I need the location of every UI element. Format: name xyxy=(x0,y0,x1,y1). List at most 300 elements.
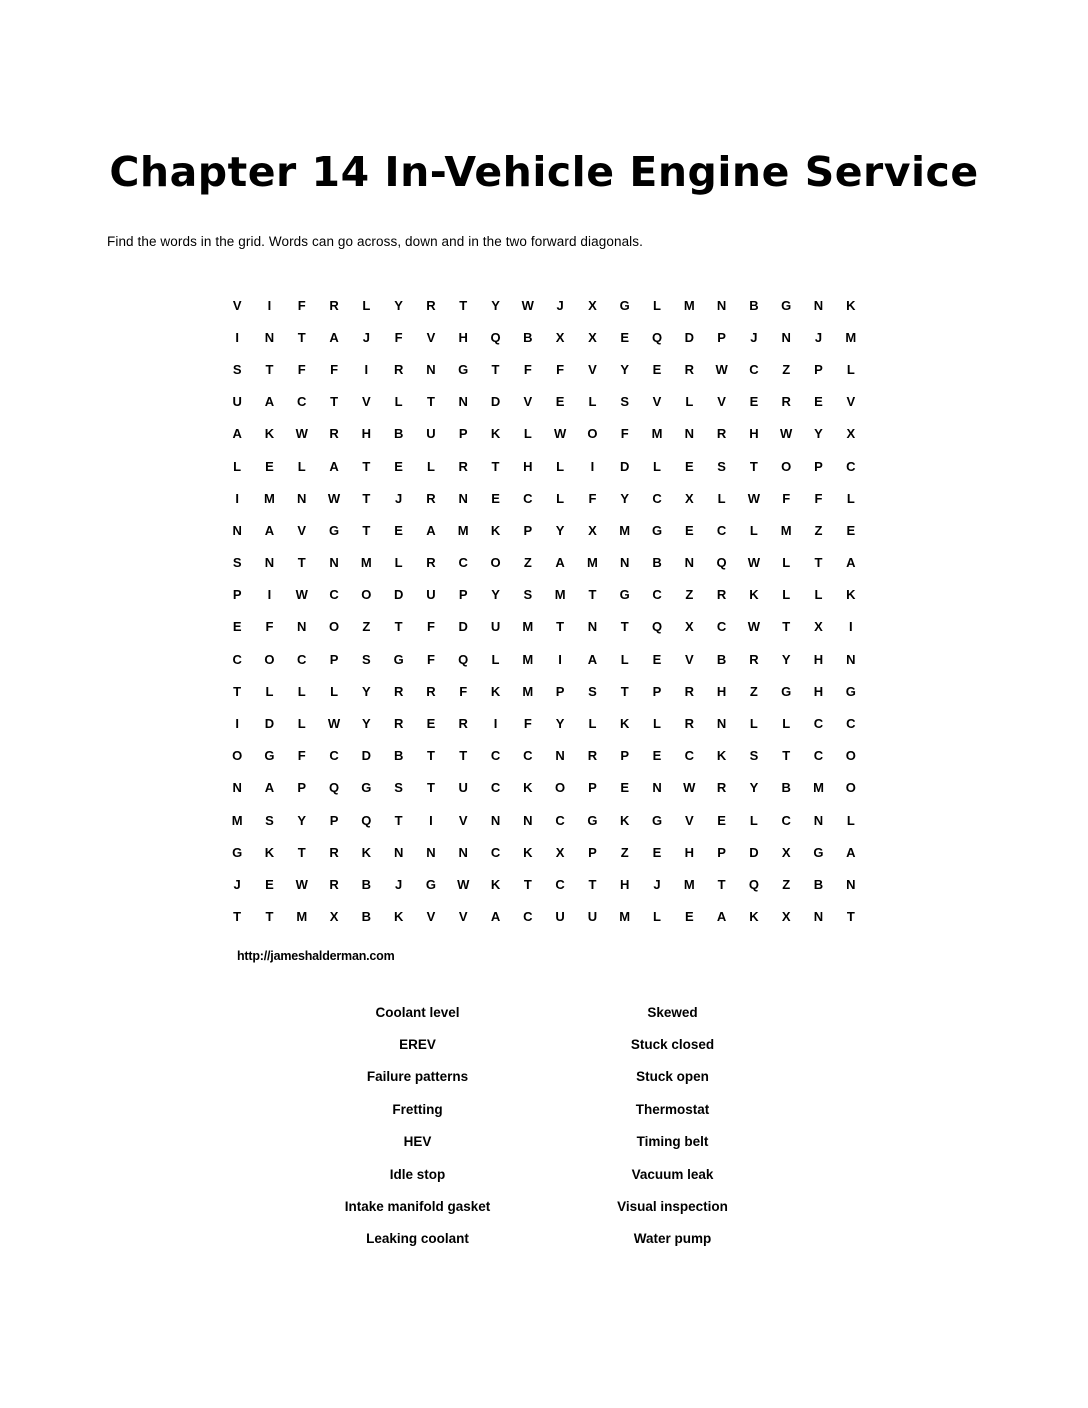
grid-letter: M xyxy=(231,812,243,828)
grid-letter: K xyxy=(523,844,533,860)
grid-letter: Y xyxy=(781,651,791,667)
grid-letter: K xyxy=(749,909,759,925)
grid-letter: T xyxy=(620,619,629,635)
grid-letter: X xyxy=(684,490,694,506)
grid-letter: E xyxy=(717,812,726,828)
grid-letter: A xyxy=(264,522,275,538)
grid-letter: R xyxy=(716,426,727,442)
grid-letter: L xyxy=(297,683,306,699)
grid-letter: T xyxy=(491,458,500,474)
grid-letter: U xyxy=(555,909,565,925)
grid-letter: V xyxy=(717,394,726,410)
grid-letter: L xyxy=(588,394,597,410)
grid-letter: N xyxy=(813,297,824,313)
grid-letter: R xyxy=(716,780,727,796)
grid-letter: S xyxy=(394,780,403,796)
grid-letter: T xyxy=(459,748,468,764)
grid-letter: C xyxy=(490,780,501,796)
grid-letter: E xyxy=(652,651,662,667)
grid-letter: G xyxy=(425,876,436,892)
grid-letter: C xyxy=(297,651,307,667)
grid-letter: P xyxy=(523,522,533,538)
grid-letter: V xyxy=(458,909,468,925)
word-list-item: Fretting xyxy=(392,1101,443,1117)
grid-letter: K xyxy=(393,909,404,925)
grid-letter: N xyxy=(716,297,727,313)
grid-letter: O xyxy=(232,748,243,764)
grid-letter: I xyxy=(493,716,498,732)
grid-letter: O xyxy=(845,780,856,796)
grid-letter: R xyxy=(587,748,598,764)
grid-letter: C xyxy=(846,458,856,474)
grid-letter: E xyxy=(620,780,630,796)
grid-letter: F xyxy=(297,297,306,313)
grid-letter: C xyxy=(652,490,662,506)
word-list-item: Stuck open xyxy=(636,1069,709,1085)
grid-letter: L xyxy=(717,490,726,506)
grid-letter: T xyxy=(717,876,726,892)
grid-letter: L xyxy=(265,683,274,699)
grid-letter: T xyxy=(426,780,435,796)
grid-letter: Q xyxy=(328,780,340,796)
grid-letter: U xyxy=(587,909,598,925)
grid-letter: H xyxy=(620,876,630,892)
grid-letter: S xyxy=(232,361,242,377)
grid-letter: C xyxy=(813,716,824,732)
grid-letter: P xyxy=(620,748,630,764)
grid-letter: T xyxy=(297,844,306,860)
grid-letter: A xyxy=(846,555,856,571)
grid-letter: K xyxy=(490,522,501,538)
grid-letter: T xyxy=(588,587,597,603)
grid-letter: U xyxy=(426,426,436,442)
grid-letter: N xyxy=(781,329,791,345)
word-list-item: Water pump xyxy=(633,1231,712,1247)
grid-letter: R xyxy=(684,683,694,699)
grid-letter: L xyxy=(394,555,403,571)
grid-letter: C xyxy=(232,651,242,667)
grid-letter: Y xyxy=(491,587,500,603)
grid-letter: R xyxy=(426,490,436,506)
grid-letter: Y xyxy=(297,812,307,828)
grid-letter: T xyxy=(233,909,242,925)
grid-letter: P xyxy=(814,361,823,377)
grid-letter: G xyxy=(264,748,275,764)
grid-letter: A xyxy=(264,394,275,410)
grid-letter: R xyxy=(329,297,339,313)
grid-letter: M xyxy=(586,555,598,571)
grid-letter: N xyxy=(426,844,436,860)
grid-letter: M xyxy=(360,555,372,571)
grid-letter: L xyxy=(588,716,597,732)
grid-letter: D xyxy=(490,394,501,410)
word-list-item: Visual inspection xyxy=(617,1199,728,1215)
grid-letter: Z xyxy=(362,619,371,635)
grid-letter: B xyxy=(361,909,372,925)
grid-letter: B xyxy=(716,651,727,667)
grid-letter: Q xyxy=(361,812,372,828)
grid-letter: E xyxy=(684,458,694,474)
grid-letter: D xyxy=(393,587,404,603)
grid-letter: O xyxy=(328,619,340,635)
grid-letter: W xyxy=(780,426,793,442)
grid-letter: P xyxy=(458,587,468,603)
word-list-item: Timing belt xyxy=(636,1134,709,1150)
grid-letter: T xyxy=(749,458,758,474)
word-list-item: Coolant level xyxy=(375,1004,460,1020)
grid-letter: B xyxy=(813,876,824,892)
word-list-left-column xyxy=(300,996,535,1255)
grid-letter: C xyxy=(846,716,856,732)
grid-letter: V xyxy=(846,394,856,410)
grid-letter: O xyxy=(361,587,372,603)
grid-letter: K xyxy=(846,297,856,313)
grid-letter: H xyxy=(813,651,824,667)
word-search-grid xyxy=(221,289,867,933)
grid-letter: L xyxy=(782,555,791,571)
grid-letter: T xyxy=(588,876,597,892)
grid-letter: A xyxy=(846,844,856,860)
grid-letter: A xyxy=(490,909,501,925)
grid-letter: K xyxy=(620,812,630,828)
grid-letter: E xyxy=(394,522,403,538)
grid-letter: M xyxy=(264,490,275,506)
grid-letter: C xyxy=(716,522,727,538)
grid-letter: G xyxy=(361,780,372,796)
grid-letter: V xyxy=(523,394,533,410)
grid-letter: K xyxy=(620,716,630,732)
grid-letter: P xyxy=(814,458,823,474)
grid-letter: S xyxy=(362,651,371,667)
grid-letter: J xyxy=(395,876,403,892)
grid-letter: W xyxy=(747,555,761,571)
grid-letter: W xyxy=(747,619,761,635)
grid-letter: Z xyxy=(749,683,758,699)
grid-letter: R xyxy=(749,651,759,667)
grid-letter: C xyxy=(749,361,759,377)
grid-letter: L xyxy=(523,426,532,442)
grid-letter: C xyxy=(555,876,565,892)
grid-letter: E xyxy=(555,394,565,410)
grid-letter: E xyxy=(394,458,403,474)
grid-letter: F xyxy=(556,361,565,377)
grid-letter: R xyxy=(329,426,339,442)
grid-letter: W xyxy=(295,426,308,442)
grid-letter: T xyxy=(620,683,629,699)
grid-letter: S xyxy=(523,587,533,603)
word-list-item: HEV xyxy=(403,1134,432,1150)
grid-letter: N xyxy=(555,748,565,764)
grid-letter: Z xyxy=(782,361,791,377)
grid-letter: T xyxy=(297,329,306,345)
grid-letter: O xyxy=(555,780,566,796)
grid-letter: P xyxy=(232,587,242,603)
word-list-item: Skewed xyxy=(647,1004,698,1020)
grid-letter: D xyxy=(458,619,468,635)
grid-letter: L xyxy=(556,458,565,474)
grid-letter: E xyxy=(265,458,274,474)
grid-letter: R xyxy=(716,587,727,603)
grid-letter: W xyxy=(683,780,696,796)
grid-letter: G xyxy=(845,683,856,699)
grid-letter: F xyxy=(523,716,532,732)
grid-letter: W xyxy=(457,876,470,892)
grid-letter: G xyxy=(813,844,824,860)
grid-letter: N xyxy=(846,651,856,667)
grid-letter: G xyxy=(651,522,663,538)
grid-letter: N xyxy=(232,780,242,796)
grid-letter: W xyxy=(553,426,567,442)
grid-letter: U xyxy=(490,619,501,635)
grid-letter: Y xyxy=(814,426,823,442)
grid-letter: R xyxy=(393,361,404,377)
grid-letter: L xyxy=(814,587,823,603)
grid-letter: O xyxy=(490,555,501,571)
grid-letter: L xyxy=(846,812,855,828)
grid-letter: T xyxy=(459,297,468,313)
grid-letter: P xyxy=(588,844,597,860)
grid-letter: A xyxy=(264,780,275,796)
grid-letter: T xyxy=(362,522,371,538)
grid-letter: M xyxy=(522,619,534,635)
grid-letter: P xyxy=(458,426,468,442)
grid-letter: S xyxy=(232,555,242,571)
grid-letter: E xyxy=(265,876,274,892)
grid-letter: T xyxy=(426,394,435,410)
grid-letter: X xyxy=(781,844,791,860)
grid-letter: Y xyxy=(620,361,630,377)
grid-letter: F xyxy=(620,426,629,442)
grid-letter: F xyxy=(814,490,823,506)
grid-letter: Y xyxy=(491,297,500,313)
grid-letter: X xyxy=(588,329,597,345)
grid-letter: N xyxy=(684,555,694,571)
grid-letter: W xyxy=(295,876,308,892)
grid-letter: M xyxy=(296,909,308,925)
grid-letter: M xyxy=(457,522,469,538)
grid-letter: L xyxy=(297,716,306,732)
grid-letter: O xyxy=(781,458,792,474)
grid-letter: V xyxy=(684,812,694,828)
grid-letter: R xyxy=(393,716,404,732)
grid-letter: D xyxy=(620,458,630,474)
grid-letter: R xyxy=(781,394,791,410)
grid-letter: R xyxy=(329,876,339,892)
grid-letter: V xyxy=(684,651,694,667)
word-list-item: Intake manifold gasket xyxy=(344,1199,491,1215)
grid-letter: Z xyxy=(620,844,629,860)
grid-letter: T xyxy=(556,619,565,635)
grid-letter: D xyxy=(361,748,372,764)
grid-letter: E xyxy=(426,716,436,732)
grid-letter: C xyxy=(329,587,339,603)
grid-letter: F xyxy=(330,361,339,377)
grid-letter: L xyxy=(749,812,758,828)
grid-letter: T xyxy=(814,555,823,571)
grid-letter: F xyxy=(297,361,306,377)
grid-letter: G xyxy=(328,522,340,538)
grid-letter: B xyxy=(781,780,791,796)
grid-letter: N xyxy=(458,394,468,410)
grid-letter: N xyxy=(523,812,533,828)
grid-letter: C xyxy=(555,812,565,828)
grid-letter: E xyxy=(491,490,500,506)
grid-letter: O xyxy=(845,748,856,764)
grid-letter: F xyxy=(394,329,403,345)
page-title: Chapter 14 In-Vehicle Engine Service xyxy=(109,148,979,196)
grid-letter: K xyxy=(264,426,275,442)
grid-letter: C xyxy=(652,587,662,603)
puzzle-instructions: Find the words in the grid. Words can go across, down and in the two forward diagonals. xyxy=(107,234,643,249)
grid-letter: V xyxy=(232,297,242,313)
word-list-item: Stuck closed xyxy=(630,1037,715,1053)
grid-letter: N xyxy=(393,844,404,860)
grid-letter: K xyxy=(264,844,275,860)
grid-letter: Q xyxy=(716,555,727,571)
grid-letter: G xyxy=(781,683,792,699)
grid-letter: X xyxy=(814,619,823,635)
grid-letter: T xyxy=(265,361,274,377)
grid-letter: H xyxy=(458,329,468,345)
grid-letter: L xyxy=(297,458,306,474)
grid-letter: K xyxy=(490,876,501,892)
grid-letter: G xyxy=(393,651,404,667)
grid-letter: M xyxy=(683,876,695,892)
grid-letter: A xyxy=(716,909,727,925)
grid-letter: A xyxy=(587,651,598,667)
grid-letter: K xyxy=(361,844,372,860)
grid-letter: E xyxy=(814,394,823,410)
grid-letter: J xyxy=(233,876,241,892)
grid-letter: C xyxy=(490,748,501,764)
grid-letter: X xyxy=(555,329,565,345)
grid-letter: P xyxy=(297,780,307,796)
grid-letter: P xyxy=(329,651,339,667)
grid-letter: F xyxy=(523,361,532,377)
source-url-text: http://jameshalderman.com xyxy=(237,949,395,963)
grid-letter: K xyxy=(749,587,759,603)
grid-letter: N xyxy=(490,812,501,828)
grid-letter: S xyxy=(588,683,597,699)
grid-letter: M xyxy=(522,651,534,667)
grid-letter: U xyxy=(458,780,468,796)
grid-letter: O xyxy=(264,651,275,667)
grid-letter: R xyxy=(329,844,339,860)
grid-letter: E xyxy=(620,329,630,345)
grid-letter: Z xyxy=(523,555,532,571)
grid-letter: L xyxy=(653,716,661,732)
grid-letter: Y xyxy=(362,716,371,732)
grid-letter: F xyxy=(588,490,597,506)
grid-letter: N xyxy=(426,361,436,377)
grid-letter: E xyxy=(846,522,856,538)
grid-letter: N xyxy=(813,909,824,925)
grid-letter: L xyxy=(653,297,661,313)
grid-letter: E xyxy=(652,361,662,377)
grid-letter: H xyxy=(361,426,372,442)
grid-letter: S xyxy=(620,394,630,410)
grid-letter: H xyxy=(523,458,533,474)
grid-letter: D xyxy=(684,329,694,345)
grid-letter: Y xyxy=(749,780,759,796)
grid-letter: Q xyxy=(651,619,663,635)
grid-letter: M xyxy=(780,522,792,538)
grid-letter: W xyxy=(521,297,534,313)
grid-letter: R xyxy=(393,683,404,699)
grid-letter: N xyxy=(264,329,275,345)
grid-letter: L xyxy=(782,716,791,732)
grid-letter: H xyxy=(749,426,759,442)
grid-letter: J xyxy=(653,876,661,892)
grid-letter: L xyxy=(233,458,242,474)
grid-letter: L xyxy=(749,522,758,538)
grid-letter: S xyxy=(265,812,274,828)
grid-letter: T xyxy=(846,909,855,925)
grid-letter: V xyxy=(297,522,307,538)
grid-letter: T xyxy=(265,909,274,925)
grid-letter: T xyxy=(297,555,306,571)
grid-letter: X xyxy=(846,426,856,442)
grid-letter: L xyxy=(426,458,435,474)
grid-letter: J xyxy=(395,490,403,506)
grid-letter: M xyxy=(651,426,663,442)
grid-letter: C xyxy=(523,909,533,925)
grid-letter: V xyxy=(426,909,436,925)
grid-letter: X xyxy=(555,844,565,860)
grid-letter: J xyxy=(556,297,564,313)
word-list-item: Vacuum leak xyxy=(631,1166,714,1182)
grid-letter: G xyxy=(651,812,663,828)
grid-letter: G xyxy=(587,812,598,828)
grid-letter: W xyxy=(327,716,341,732)
grid-letter: I xyxy=(267,587,272,603)
grid-letter: M xyxy=(619,909,631,925)
grid-letter: C xyxy=(813,748,824,764)
grid-letter: O xyxy=(587,426,598,442)
grid-letter: L xyxy=(620,651,629,667)
grid-letter: M xyxy=(813,780,824,796)
grid-letter: V xyxy=(652,394,662,410)
grid-letter: G xyxy=(458,361,469,377)
grid-letter: Y xyxy=(555,522,565,538)
grid-letter: H xyxy=(813,683,824,699)
grid-letter: N xyxy=(232,522,242,538)
word-list-item: Leaking coolant xyxy=(366,1231,469,1247)
grid-letter: G xyxy=(619,297,630,313)
grid-letter: L xyxy=(653,909,661,925)
grid-letter: I xyxy=(590,458,595,474)
grid-letter: N xyxy=(652,780,662,796)
grid-letter: L xyxy=(362,297,371,313)
grid-letter: R xyxy=(684,716,694,732)
grid-letter: Q xyxy=(458,651,469,667)
grid-letter: F xyxy=(426,619,435,635)
grid-letter: I xyxy=(235,716,239,732)
grid-letter: P xyxy=(555,683,565,699)
grid-letter: I xyxy=(429,812,433,828)
grid-letter: Z xyxy=(782,876,791,892)
grid-letter: N xyxy=(587,619,598,635)
grid-letter: R xyxy=(426,555,436,571)
grid-letter: N xyxy=(846,876,856,892)
grid-letter: N xyxy=(458,844,468,860)
grid-letter: C xyxy=(523,490,533,506)
grid-letter: F xyxy=(265,619,274,635)
grid-letter: E xyxy=(652,748,662,764)
grid-letter: W xyxy=(715,361,728,377)
grid-letter: R xyxy=(458,458,468,474)
grid-letter: W xyxy=(747,490,761,506)
